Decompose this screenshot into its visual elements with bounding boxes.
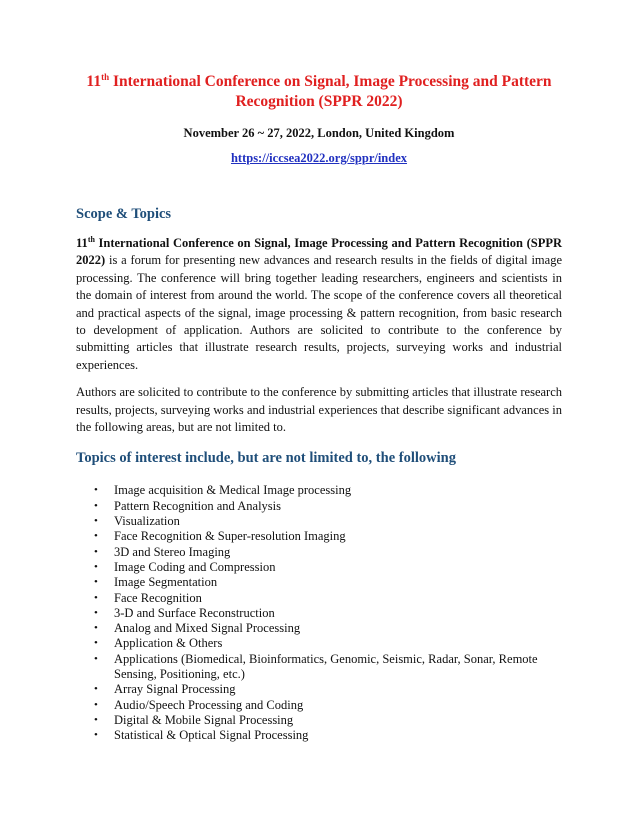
bullet-icon: • — [94, 622, 98, 635]
scope-heading: Scope & Topics — [76, 206, 172, 222]
page-title — [76, 72, 562, 112]
topic-label: Application & Others — [114, 636, 223, 651]
topic-label: Face Recognition & Super-resolution Imaging — [114, 529, 346, 544]
bullet-icon: • — [94, 545, 98, 558]
topic-label: Visualization — [114, 514, 180, 529]
topic-list-item — [94, 575, 562, 590]
scope-paragraph-1 — [76, 235, 562, 374]
topic-list-item — [94, 652, 562, 683]
topic-label: 3-D and Surface Reconstruction — [114, 605, 275, 620]
topic-label: Face Recognition — [114, 590, 202, 605]
topic-list-item — [94, 728, 562, 743]
topic-list-item — [94, 606, 562, 621]
title-line2: Recognition (SPPR 2022) — [235, 93, 403, 110]
scope-paragraph-2: Authors are solicited to contribute to the conference by submitting articles that illustrate research results, projects, surveying works and industrial experiences that describe significant advances in the following areas, but are not limited to. — [76, 385, 562, 435]
conference-link-row — [76, 151, 562, 166]
topic-label: Pattern Recognition and Analysis — [114, 498, 281, 513]
topic-list-item — [94, 698, 562, 713]
topic-list-item — [94, 621, 562, 636]
bullet-icon: • — [94, 499, 98, 512]
topic-list-item — [94, 545, 562, 560]
topic-label: 3D and Stereo Imaging — [114, 544, 231, 559]
topic-label: Statistical & Optical Signal Processing — [114, 728, 309, 743]
bullet-icon: • — [94, 606, 98, 619]
topic-list-item — [94, 636, 562, 651]
topic-list-item — [94, 514, 562, 529]
topic-label: Audio/Speech Processing and Coding — [114, 697, 304, 712]
conference-url-link[interactable]: https://iccsea2022.org/sppr/index — [230, 151, 408, 165]
topic-list-item — [94, 483, 562, 498]
bullet-icon: • — [94, 698, 98, 711]
bullet-icon: • — [94, 683, 98, 696]
topic-list-item — [94, 682, 562, 697]
title-ordinal-suffix: th — [101, 71, 110, 82]
topic-label: Applications (Biomedical, Bioinformatics, Genomic, Seismic, Radar, Sonar, Remote Sensing, Positioning, etc.) — [114, 651, 538, 682]
scope-paragraph-1-text: is a forum for presenting new advances and research results in the fields of digital image processing. The conference will bring together leading researchers, engineers and scientists in the domain of interest from around the world. The scope of the conference covers all theoretical and practical aspects of the signal, image processing & pattern recognition, from basic research to development of application. Authors are solicited to contribute to the conference by submitting articles that illustrate research results, projects, surveying works and industrial experiences. — [76, 253, 562, 372]
scope-ordinal-suffix: th — [87, 234, 95, 244]
topic-list-item — [94, 591, 562, 606]
topic-label: Image Coding and Compression — [114, 559, 276, 574]
title-line1: International Conference on Signal, Image Processing and Pattern — [109, 73, 552, 90]
topic-label: Image acquisition & Medical Image processing — [114, 483, 352, 498]
bullet-icon: • — [94, 576, 98, 589]
title-ordinal: 11 — [86, 73, 102, 90]
bullet-icon: • — [94, 515, 98, 528]
bullet-icon: • — [94, 484, 98, 497]
topic-list-item — [94, 713, 562, 728]
topic-label: Analog and Mixed Signal Processing — [114, 621, 301, 636]
topic-list-item — [94, 499, 562, 514]
topic-list-item — [94, 560, 562, 575]
conference-dates: November 26 ~ 27, 2022, London, United Kingdom — [183, 126, 455, 140]
bullet-icon: • — [94, 591, 98, 604]
bullet-icon: • — [94, 637, 98, 650]
topic-label: Digital & Mobile Signal Processing — [114, 712, 294, 727]
bullet-icon: • — [94, 729, 98, 742]
scope-ordinal: 11 — [76, 236, 88, 250]
topic-list-item — [94, 529, 562, 544]
bullet-icon: • — [94, 530, 98, 543]
scope-conference-name-rest: International Conference on Signal, Image Processing and Pattern Recognition (SPPR 2022) — [76, 236, 562, 268]
topic-label: Array Signal Processing — [114, 682, 236, 697]
topics-heading: Topics of interest include, but are not limited to, the following — [76, 450, 456, 467]
bullet-icon: • — [94, 560, 98, 573]
topics-list — [76, 483, 562, 743]
bullet-icon: • — [94, 652, 98, 665]
topic-label: Image Segmentation — [114, 575, 218, 590]
bullet-icon: • — [94, 713, 98, 726]
